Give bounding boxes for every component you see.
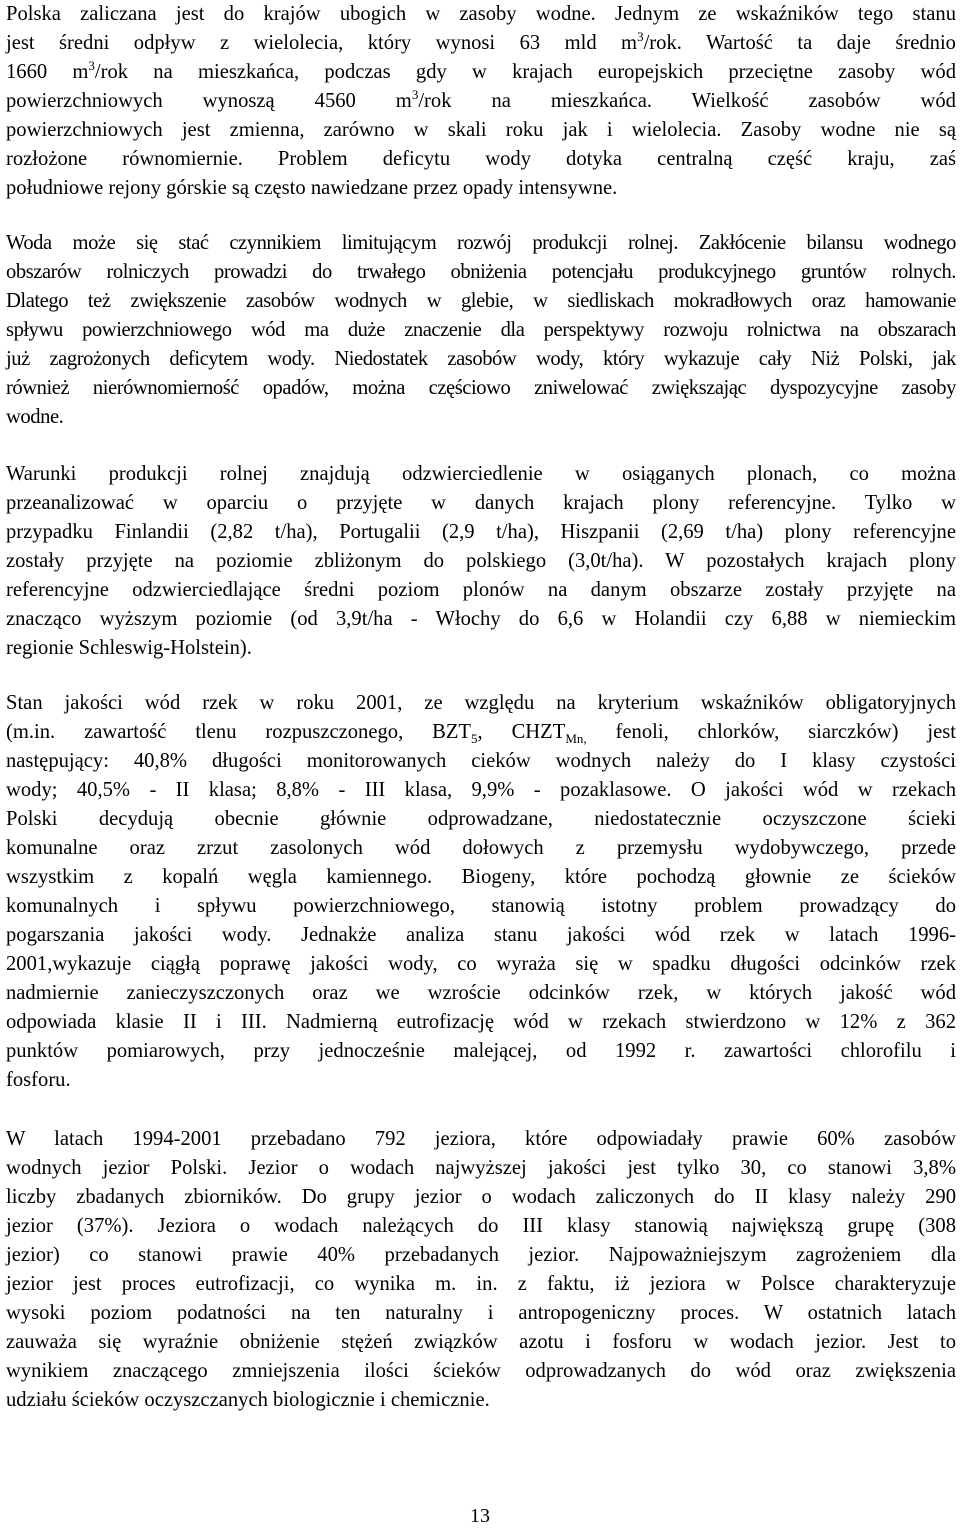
text-line: (m.in. zawartość tlenu rozpuszczonego, $BZT_5$, $CHZT_{Mn,}$ fenoli, chlorków, siarczków) jest [6, 721, 956, 747]
text-line: zostały przyjęte na poziomie zbliżonym do polskiego (3,0t/ha). W pozostałych krajach plony [6, 550, 956, 572]
superscript: 3 [88, 58, 95, 74]
text-line: regionie Schleswig-Holstein). [6, 637, 252, 659]
text-line: wszystkim z kopalń węgla kamiennego. Biogeny, które pochodzą głownie ze ścieków [6, 866, 956, 888]
text-line: wodnych jezior Polski. Jezior o wodach najwyższej jakości jest tylko 30, co stanowi 3,8% [6, 1157, 956, 1179]
text-line: jest średni odpływ z wielolecia, który wynosi 63 mld $m^3$/rok. Wartość ta daje średnio [6, 29, 956, 54]
text-line: komunalnych i spływu powierzchniowego, stanowią istotny problem prowadzący do [6, 895, 956, 917]
text-line: Dlatego też zwiększenie zasobów wodnych w glebie, w siedliskach mokradłowych oraz hamowanie [6, 290, 956, 312]
text-line: udziału ścieków oczyszczanych biologicznie i chemicznie. [6, 1389, 490, 1411]
paragraph-agriculture-water [6, 229, 956, 432]
text-line: liczby zbadanych zbiorników. Do grupy jezior o wodach zaliczonych do II klasy należy 290 [6, 1186, 956, 1208]
text-line: wynikiem znaczącego zmniejszenia ilości ścieków odprowadzanych do wód oraz zwiększenia [6, 1360, 956, 1382]
paragraph-reference-yields [6, 460, 956, 663]
subscript: Mn, [565, 731, 587, 747]
text-line: już zagrożonych deficytem wody. Niedostatek zasobów wody, który wykazuje cały Niż Polski, jak [6, 348, 956, 370]
text-line: przypadku Finlandii (2,82 t/ha), Portugalii (2,9 t/ha), Hiszpanii (2,69 t/ha) plony referencyjne [6, 521, 956, 543]
paragraph-river-quality [6, 689, 956, 1095]
text-line: fosforu. [6, 1069, 71, 1091]
text-line: 1660 $m^3$/rok na mieszkańca, podczas gdy w krajach europejskich przeciętne zasoby wód [6, 58, 956, 83]
text-line: również nierównomierność opadów, można częściowo zniwelować zwiększając dyspozycyjne zasoby [6, 377, 956, 399]
superscript: 3 [411, 87, 419, 103]
text-line: spływu powierzchniowego wód ma duże znaczenie dla perspektywy rozwoju rolnictwa na obszarach [6, 319, 956, 341]
text-line: Polska zaliczana jest do krajów ubogich w zasoby wodne. Jednym ze wskaźników tego stanu [6, 3, 956, 25]
text-line: komunalne oraz zrzut zasolonych wód dołowych z przemysłu wydobywczego, przede [6, 837, 956, 859]
text-line: wodne. [6, 406, 64, 428]
text-line: następujący: 40,8% długości monitorowanych cieków wodnych należy do I klasy czystości [6, 750, 956, 772]
text-line: nadmiernie zanieczyszczonych oraz we wzroście odcinków rzek, w których jakość wód [6, 982, 956, 1004]
text-line: wysoki poziom podatności na ten naturalny i antropogeniczny proces. W ostatnich latach [6, 1302, 956, 1324]
text-line: jezior (37%). Jeziora o wodach należących do III klasy stanowią największą grupę (308 [6, 1215, 956, 1237]
text-line: przeanalizować w oparciu o przyjęte w danych krajach plony referencyjne. Tylko w [6, 492, 956, 514]
text-line: południowe rejony górskie są często nawiedzane przez opady intensywne. [6, 177, 618, 199]
text-line: referencyjne odzwierciedlające średni poziom plonów na danym obszarze zostały przyjęte na [6, 579, 956, 601]
text-line: obszarów rolniczych prowadzi do trwałego obniżenia potencjału produkcyjnego gruntów rolnych. [6, 261, 956, 283]
paragraph-lakes [6, 1125, 956, 1415]
superscript: 3 [637, 29, 644, 45]
subscript: 5 [471, 731, 478, 747]
text-line: 2001,wykazuje ciągłą poprawę jakości wody, co wyraża się w spadku długości odcinków rzek [6, 953, 956, 975]
text-line: punktów pomiarowych, przy jednocześnie malejącej, od 1992 r. zawartości chlorofilu i [6, 1040, 956, 1062]
text-line: zauważa się wyraźnie obniżenie stężeń związków azotu i fosforu w wodach jezior. Jest to [6, 1331, 956, 1353]
text-line: Polski decydują obecnie głównie odprowadzane, niedostatecznie oczyszczone ścieki [6, 808, 956, 830]
text-line: wody; 40,5% - II klasa; 8,8% - III klasa, 9,9% - pozaklasowe. O jakości wód w rzekach [6, 779, 956, 801]
text-line: Stan jakości wód rzek w roku 2001, ze względu na kryterium wskaźników obligatoryjnych [6, 692, 956, 714]
text-line: powierzchniowych wynoszą 4560 $m^3$/rok na mieszkańca. Wielkość zasobów wód [6, 87, 956, 112]
text-line: W latach 1994-2001 przebadano 792 jeziora, które odpowiadały prawie 60% zasobów [6, 1128, 956, 1150]
text-line: odpowiada klasie II i III. Nadmierną eutrofizację wód w rzekach stwierdzono w 12% z 362 [6, 1011, 956, 1033]
paragraph-water-resources [6, 0, 956, 203]
text-line: Warunki produkcji rolnej znajdują odzwierciedlenie w osiąganych plonach, co można [6, 463, 956, 485]
text-line: jezior jest proces eutrofizacji, co wynika m. in. z faktu, iż jeziora w Polsce charakteryzuje [6, 1273, 956, 1295]
page-number: 13 [470, 1505, 490, 1527]
text-line: pogarszania jakości wody. Jednakże analiza stanu jakości wód rzek w latach 1996- [6, 924, 956, 946]
text-line: znacząco wyższym poziomie (od 3,9t/ha - Włochy do 6,6 w Holandii czy 6,88 w niemieckim [6, 608, 956, 630]
text-line: powierzchniowych jest zmienna, zarówno w skali roku jak i wielolecia. Zasoby wodne nie są [6, 119, 956, 141]
text-line: Woda może się stać czynnikiem limitującym rozwój produkcji rolnej. Zakłócenie bilansu wodnego [6, 232, 956, 254]
text-line: jezior) co stanowi prawie 40% przebadanych jezior. Najpoważniejszym zagrożeniem dla [6, 1244, 956, 1266]
text-line: rozłożone równomiernie. Problem deficytu wody dotyka centralną część kraju, zaś [6, 148, 956, 170]
